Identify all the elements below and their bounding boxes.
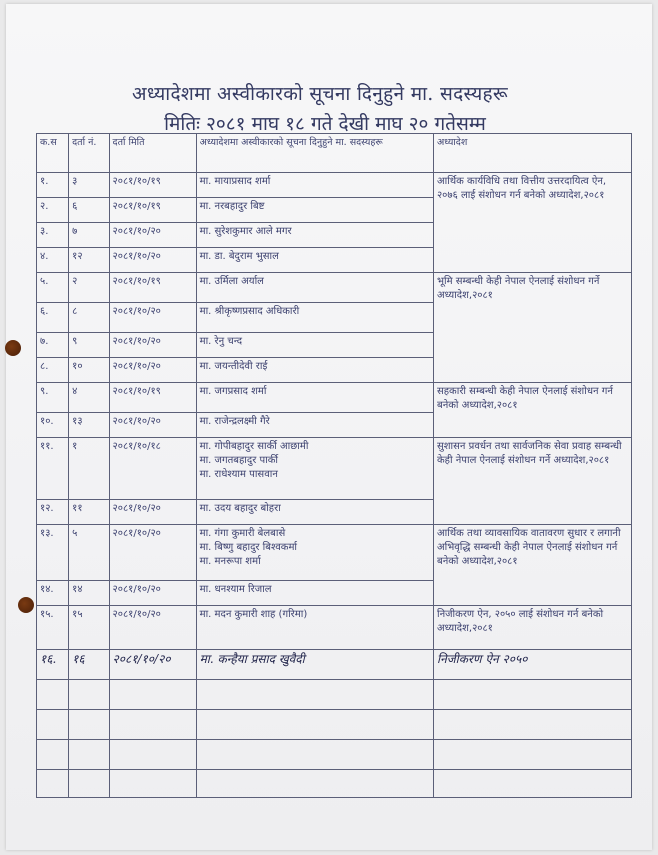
punch-hole [18, 597, 34, 613]
member-name: मा. मनरूपा शर्मा [199, 556, 261, 567]
row-sn: ४. [37, 248, 69, 273]
row-member: मा. राजेन्द्रलक्ष्मी गैरे [196, 413, 433, 438]
row-reg: ४ [69, 383, 109, 413]
empty-row [37, 710, 632, 740]
row-member: मा. नरबहादुर बिष्ट [196, 198, 433, 223]
row-date: २०८१/१०/२० [109, 303, 196, 333]
row-date: २०८१/१०/२० [109, 581, 196, 606]
ordinance-cell: सहकारी सम्बन्धी केही नेपाल ऐनलाई संशोधन गर्न बनेको अध्यादेश,२०८१ [433, 383, 631, 438]
row-member: मा. श्रीकृष्णप्रसाद अधिकारी [196, 303, 433, 333]
table-row [37, 525, 632, 581]
row-sn: १४. [37, 581, 69, 606]
member-name: मा. बिष्णु बहादुर बिश्वकर्मा [199, 542, 298, 553]
ordinance-cell: निजीकरण ऐन, २०५० लाई संशोधन गर्न बनेको अध्यादेश,२०८१ [433, 606, 631, 650]
member-name: मा. राधेश्याम पासवान [199, 469, 278, 480]
row-sn: ६. [37, 303, 69, 333]
header-member: अध्यादेशमा अस्वीकारको सूचना दिनुहुने मा. सदस्यहरू [196, 134, 433, 173]
row-sn: १३. [37, 525, 69, 581]
row-reg: ८ [69, 303, 109, 333]
row-member: मा. रेनु चन्द [196, 333, 433, 358]
row-reg: १५ [69, 606, 109, 650]
row-date: २०८१/१०/२० [109, 500, 196, 525]
member-name: मा. जगतबहादुर पार्की [199, 455, 279, 466]
row-date: २०८१/१०/२० [109, 358, 196, 383]
row-member: मा. जगप्रसाद शर्मा [196, 383, 433, 413]
row-reg: ९ [69, 333, 109, 358]
table-row-handwritten [37, 650, 632, 680]
ordinance-cell: आर्थिक तथा व्यावसायिक वातावरण सुधार र लगानी अभिवृद्धि सम्बन्धी केही नेपाल ऐनलाई संशोधन गर्न बनेको अध्यादेश,२०८१ [433, 525, 631, 606]
row-reg: ११ [69, 500, 109, 525]
row-sn: ११. [37, 438, 69, 500]
empty-row [37, 740, 632, 770]
row-member: मा. मायाप्रसाद शर्मा [196, 173, 433, 198]
row-date: २०८१/१०/२० [109, 223, 196, 248]
row-sn: १. [37, 173, 69, 198]
row-reg: ५ [69, 525, 109, 581]
row-reg: ६ [69, 198, 109, 223]
row-date: २०८१/१०/२० [109, 333, 196, 358]
row-reg: १० [69, 358, 109, 383]
row-date: २०८१/१०/२० [109, 606, 196, 650]
row-member: मा. डा. बेदुराम भुसाल [196, 248, 433, 273]
header-ordinance: अध्यादेश [433, 134, 631, 173]
row-reg: १ [69, 438, 109, 500]
row-reg: १२ [69, 248, 109, 273]
table-row [37, 606, 632, 650]
row-sn: १०. [37, 413, 69, 438]
row-member: मा. मदन कुमारी शाह (गरिमा) [196, 606, 433, 650]
row-member [196, 525, 433, 581]
row-member: मा. कन्हैया प्रसाद खुवैदी [196, 650, 433, 680]
row-date: २०८१/१०/१८ [109, 438, 196, 500]
document-title: अध्यादेशमा अस्वीकारको सूचना दिनुहुने मा. सदस्यहरू [132, 83, 508, 105]
ordinance-cell: सुशासन प्रवर्धन तथा सार्वजनिक सेवा प्रवाह सम्बन्धी केही नेपाल ऐनलाई संशोधन गर्ने अध्यादेश,२०८१ [433, 438, 631, 525]
row-date: २०८१/१०/२० [109, 650, 196, 680]
row-date: २०८१/१०/२० [109, 413, 196, 438]
table-row [37, 438, 632, 500]
header-reg-date: दर्ता मिति [109, 134, 196, 173]
row-sn: १५. [37, 606, 69, 650]
row-sn: ९. [37, 383, 69, 413]
row-date: २०८१/१०/१९ [109, 173, 196, 198]
row-reg: ३ [69, 173, 109, 198]
row-reg: १३ [69, 413, 109, 438]
row-member: मा. उर्मिला अर्याल [196, 273, 433, 303]
row-reg: १६ [69, 650, 109, 680]
ordinance-cell: निजीकरण ऐन २०५० [433, 650, 631, 680]
row-sn: १२. [37, 500, 69, 525]
row-sn: ७. [37, 333, 69, 358]
row-date: २०८१/१०/१९ [109, 198, 196, 223]
table-header-row [37, 134, 632, 173]
header-sn: क.स [37, 134, 69, 173]
row-date: २०८१/१०/२० [109, 525, 196, 581]
row-date: २०८१/१०/२० [109, 248, 196, 273]
document-subtitle: मितिः २०८१ माघ १८ गते देखी माघ २० गतेसम्म [164, 113, 486, 135]
row-sn: ५. [37, 273, 69, 303]
header-reg-no: दर्ता नं. [69, 134, 109, 173]
row-sn: ८. [37, 358, 69, 383]
ordinance-cell: आर्थिक कार्यविधि तथा वित्तीय उत्तरदायित्व ऐन, २०७६ लाई संशोधन गर्न बनेको अध्यादेश,२०८१ [433, 173, 631, 273]
empty-row [37, 770, 632, 798]
row-member: मा. उदय बहादुर बोहरा [196, 500, 433, 525]
row-reg: १४ [69, 581, 109, 606]
row-sn: १६. [37, 650, 69, 680]
table-row [37, 383, 632, 413]
member-name: मा. गंगा कुमारी बेलबासे [199, 528, 286, 539]
ordinance-cell: भूमि सम्बन्धी केही नेपाल ऐनलाई संशोधन गर्ने अध्यादेश,२०८१ [433, 273, 631, 383]
row-member: मा. जयन्तीदेवी राई [196, 358, 433, 383]
row-reg: ७ [69, 223, 109, 248]
member-name: मा. गोपीबहादुर सार्की आछामी [199, 441, 309, 452]
empty-row [37, 680, 632, 710]
members-table [36, 133, 632, 798]
row-member: मा. धनश्याम रिजाल [196, 581, 433, 606]
punch-hole [5, 340, 21, 356]
row-date: २०८१/१०/१९ [109, 383, 196, 413]
row-date: २०८१/१०/१९ [109, 273, 196, 303]
table-row [37, 273, 632, 303]
row-sn: २. [37, 198, 69, 223]
table-row [37, 173, 632, 198]
row-sn: ३. [37, 223, 69, 248]
row-member [196, 438, 433, 500]
row-reg: २ [69, 273, 109, 303]
row-member: मा. सुरेशकुमार आले मगर [196, 223, 433, 248]
